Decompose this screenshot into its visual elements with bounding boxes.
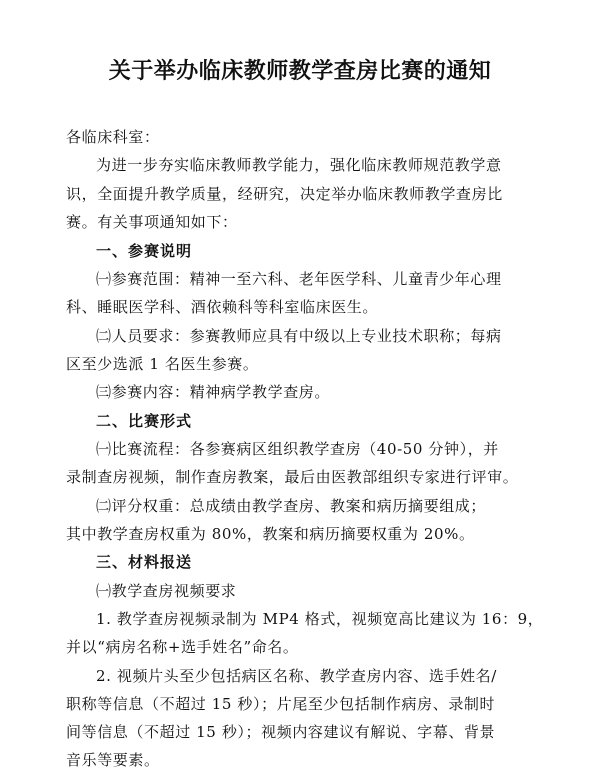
participant-requirement-line-2: 区至少选派 1 名医生参赛。 bbox=[66, 355, 259, 373]
document-title: 关于举办临床教师教学查房比赛的通知 bbox=[108, 59, 492, 84]
intro-line-3: 赛。有关事项通知如下： bbox=[66, 213, 238, 231]
participant-requirement-line-1: ㈡人员要求：参赛教师应具有中级以上专业技术职称；每病 bbox=[96, 327, 502, 345]
competition-process-line-2: 录制查房视频，制作查房教案，最后由医教部组织专家进行评审。 bbox=[66, 468, 519, 486]
video-content-line-3: 间等信息（不超过 15 秒）；视频内容建议有解说、字幕、背景 bbox=[66, 723, 496, 741]
competition-process-line-1: ㈠比赛流程：各参赛病区组织教学查房（40-50 分钟），并 bbox=[96, 440, 499, 458]
video-content-line-1: 2. 视频片头至少包括病区名称、教学查房内容、选手姓名/ bbox=[96, 667, 497, 685]
video-content-line-2: 职称等信息（不超过 15 秒）；片尾至少包括制作病房、录制时 bbox=[66, 695, 496, 713]
video-format-line-2: 并以“病房名称+选手姓名”命名。 bbox=[66, 638, 299, 656]
participation-content: ㈢参赛内容：精神病学教学查房。 bbox=[96, 383, 331, 401]
section-heading-participation: 一、参赛说明 bbox=[96, 242, 193, 260]
section-heading-submission: 三、材料报送 bbox=[96, 553, 193, 571]
participation-scope-line-1: ㈠参赛范围：精神一至六科、老年医学科、儿童青少年心理 bbox=[96, 270, 502, 288]
score-weight-line-1: ㈡评分权重：总成绩由教学查房、教案和病历摘要组成； bbox=[96, 497, 487, 515]
participation-scope-line-2: 科、睡眠医学科、酒依赖科等科室临床医生。 bbox=[66, 298, 379, 316]
intro-line-2: 识，全面提升教学质量，经研究，决定举办临床教师教学查房比 bbox=[66, 185, 503, 203]
score-weight-line-2: 其中教学查房权重为 80%，教案和病历摘要权重为 20%。 bbox=[66, 525, 475, 543]
video-format-line-1: 1. 教学查房视频录制为 MP4 格式，视频宽高比建议为 16：9， bbox=[96, 610, 544, 628]
section-heading-format: 二、比赛形式 bbox=[96, 412, 193, 430]
video-requirements-subheading: ㈠教学查房视频要求 bbox=[96, 582, 237, 600]
intro-line-1: 为进一步夯实临床教师教学能力，强化临床教师规范教学意 bbox=[96, 156, 502, 174]
salutation: 各临床科室： bbox=[66, 128, 160, 146]
video-content-line-4: 音乐等要素。 bbox=[66, 751, 160, 769]
